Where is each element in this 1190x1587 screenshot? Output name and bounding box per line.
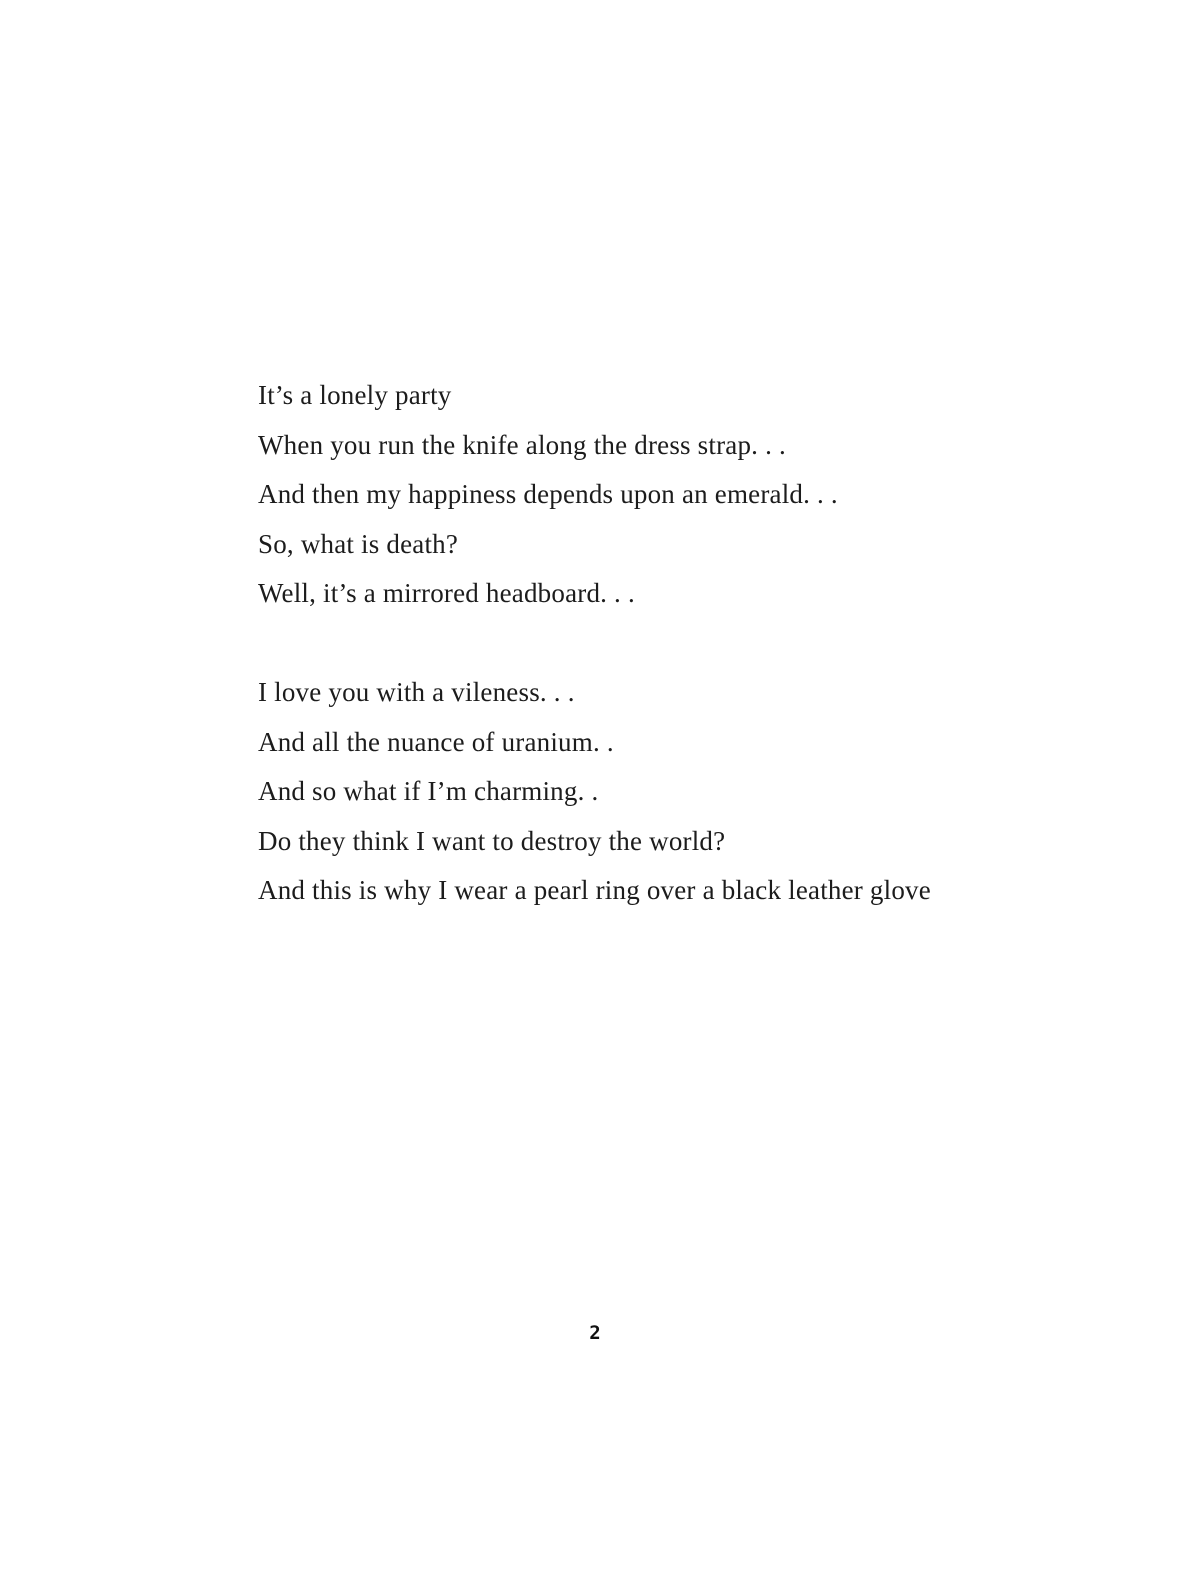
poem-stanza-1	[258, 371, 1018, 619]
poem-line: And then my happiness depends upon an emerald. . .	[258, 479, 838, 509]
poem-line: I love you with a vileness. . .	[258, 677, 575, 707]
poem-line: When you run the knife along the dress strap. . .	[258, 429, 786, 460]
poem-line: And all the nuance of uranium. .	[258, 726, 614, 757]
page-number: 2	[589, 1322, 601, 1344]
poem-body	[258, 371, 1018, 916]
poem-line: And this is why I wear a pearl ring over a black leather glove	[258, 875, 931, 905]
poem-line: Well, it’s a mirrored headboard. . .	[258, 578, 635, 608]
poem-stanza-2	[258, 668, 1018, 916]
poem-line: And so what if I’m charming. .	[258, 776, 599, 806]
poem-line: It’s a lonely party	[258, 380, 452, 410]
poem-line: So, what is death?	[258, 528, 459, 559]
poem-line: Do they think I want to destroy the world?	[258, 825, 726, 856]
